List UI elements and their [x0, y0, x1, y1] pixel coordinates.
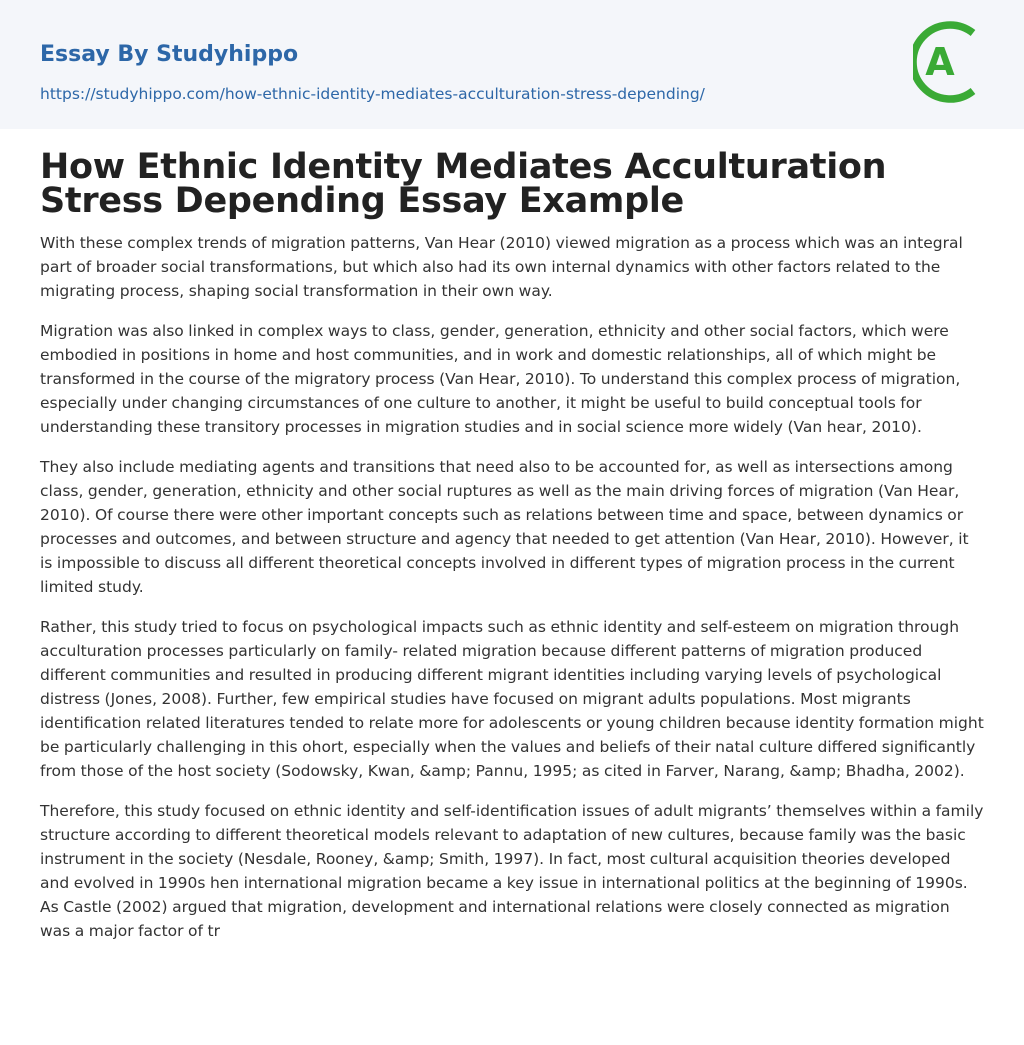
source-url-link[interactable]: https://studyhippo.com/how-ethnic-identity-mediates-acculturation-stress-depending/ [40, 85, 705, 103]
article [40, 147, 984, 959]
logo-letter: A [925, 40, 955, 84]
logo-icon[interactable] [913, 19, 987, 105]
brand-title[interactable]: Essay By Studyhippo [40, 42, 299, 67]
article-paragraph-1: With these complex trends of migration patterns, Van Hear (2010) viewed migration as a process which was an integral part of broader social transformations, but which also had its own internal dynamics with other factors related to the migrating process, shaping social transformation in their own way. [40, 234, 963, 300]
article-paragraph-3: They also include mediating agents and transitions that need also to be accounted for, as well as intersections among class, gender, generation, ethnicity and other social ruptures as well as the main driving forces of migration (Van Hear, 2010). Of course there were other important concepts such as relations between time and space, between dynamics or processes and outcomes, and between structure and agency that needed to get attention (Van Hear, 2010). However, it is impossible to discuss all different theoretical concepts involved in different types of migration process in the current limited study. [40, 458, 969, 596]
site-header [0, 0, 1024, 129]
article-paragraph-2: Migration was also linked in complex ways to class, gender, generation, ethnicity and other social factors, which were embodied in positions in home and host communities, and in work and domestic relationships, all of which might be transformed in the course of the migratory process (Van Hear, 2010). To understand this complex process of migration, especially under changing circumstances of one culture to another, it might be useful to build conceptual tools for understanding these transitory processes in migration studies and in social science more widely (Van hear, 2010). [40, 322, 961, 436]
article-title: How Ethnic Identity Mediates Acculturation Stress Depending Essay Example [40, 147, 887, 221]
article-paragraph-5: Therefore, this study focused on ethnic identity and self-identification issues of adult migrants’ themselves within a family structure according to different theoretical models relevant to adaptation of new cultures, because family was the basic instrument in the society (Nesdale, Rooney, &amp; Smith, 1997). In fact, most cultural acquisition theories developed and evolved in 1990s hen international migration became a key issue in international politics at the beginning of 1990s. As Castle (2002) argued that migration, development and international relations were closely connected as migration was a major factor of tr [40, 802, 984, 940]
article-paragraph-4: Rather, this study tried to focus on psychological impacts such as ethnic identity and self-esteem on migration through acculturation processes particularly on family- related migration because different patterns of migration produced different communities and resulted in producing different migrant identities including varying levels of psychological distress (Jones, 2008). Further, few empirical studies have focused on migrant adults populations. Most migrants identification related literatures tended to relate more for adolescents or young children because identity formation might be particularly challenging in this ohort, especially when the values and beliefs of their natal culture differed significantly from those of the host society (Sodowsky, Kwan, &amp; Pannu, 1995; as cited in Farver, Narang, &amp; Bhadha, 2002). [40, 618, 984, 780]
